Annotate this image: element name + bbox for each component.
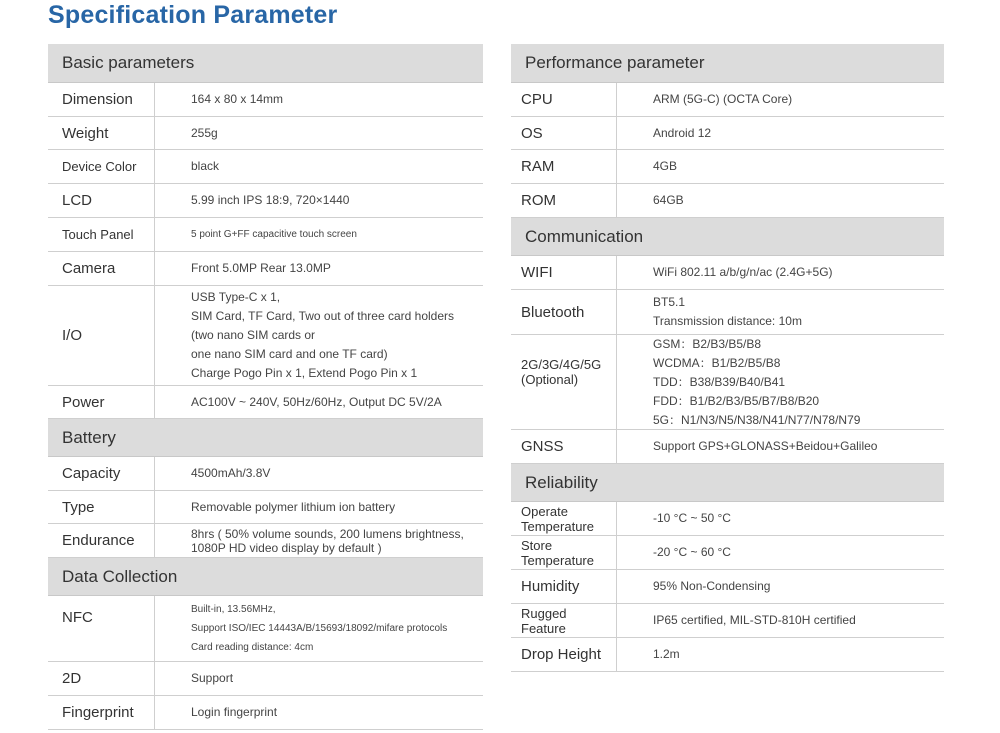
row-label: GNSS: [511, 430, 617, 463]
value-line: 5G：N1/N3/N5/N38/N41/N77/N78/N79: [653, 412, 861, 427]
row-label: Endurance: [48, 524, 155, 557]
value-line: Support ISO/IEC 14443A/B/15693/18092/mifare protocols: [191, 623, 448, 634]
row-value: 64GB: [653, 193, 684, 207]
value-line: Built-in, 13.56MHz,: [191, 604, 276, 615]
left-spec-table: [48, 44, 483, 730]
section-header-basic: Basic parameters: [48, 44, 483, 83]
row-value: [617, 290, 944, 334]
row-label: I/O: [48, 286, 155, 385]
row-cpu: [511, 83, 944, 117]
row-power: [48, 386, 483, 419]
value-line: Charge Pogo Pin x 1, Extend Pogo Pin x 1: [191, 366, 418, 380]
row-value: Front 5.0MP Rear 13.0MP: [191, 261, 331, 275]
row-value: 1.2m: [653, 647, 680, 661]
label-line: Operate: [521, 503, 568, 519]
row-label: Weight: [48, 117, 155, 149]
section-header-reliability: Reliability: [511, 464, 944, 502]
row-2d: [48, 662, 483, 696]
row-value: [617, 335, 944, 429]
row-label: Drop Height: [511, 638, 617, 671]
row-endurance: [48, 524, 483, 558]
row-label: WIFI: [511, 256, 617, 289]
row-lcd: [48, 184, 483, 218]
row-nfc: [48, 596, 483, 662]
value-line: (two nano SIM cards or: [191, 328, 316, 342]
section-header-data-collection: Data Collection: [48, 558, 483, 596]
value-line: FDD：B1/B2/B3/B5/B7/B8/B20: [653, 393, 820, 408]
label-line: Temperature: [521, 518, 594, 534]
row-network: [511, 335, 944, 430]
row-touch-panel: [48, 218, 483, 252]
row-ram: [511, 150, 944, 184]
row-type: [48, 491, 483, 524]
label-line: Store: [521, 537, 553, 553]
row-bluetooth: [511, 290, 944, 335]
row-label: Touch Panel: [48, 218, 155, 251]
row-label: CPU: [511, 83, 617, 116]
row-value: -10 °C ~ 50 °C: [653, 511, 731, 525]
row-value: 255g: [191, 125, 218, 140]
row-value: WiFi 802.11 a/b/g/n/ac (2.4G+5G): [653, 265, 833, 279]
row-label: [511, 536, 617, 569]
row-fingerprint: [48, 696, 483, 730]
value-line: TDD：B38/B39/B40/B41: [653, 374, 786, 389]
row-drop-height: [511, 638, 944, 672]
row-wifi: [511, 256, 944, 290]
row-label: Humidity: [511, 570, 617, 603]
row-dimension: [48, 83, 483, 117]
value-line: GSM：B2/B3/B5/B8: [653, 336, 762, 351]
row-value: [155, 524, 483, 557]
row-label: RAM: [511, 150, 617, 183]
row-value: 164 x 80 x 14mm: [191, 92, 284, 106]
label-line: Feature: [521, 620, 566, 636]
row-label: Device Color: [48, 150, 155, 183]
row-capacity: [48, 457, 483, 491]
row-value: Android 12: [653, 125, 712, 140]
value-line: Transmission distance: 10m: [653, 314, 802, 328]
value-line: SIM Card, TF Card, Two out of three card holders: [191, 309, 455, 323]
row-label: Fingerprint: [48, 696, 155, 729]
row-value: [155, 596, 483, 661]
row-value: 95% Non-Condensing: [653, 579, 771, 593]
row-label: Capacity: [48, 457, 155, 490]
label-line: Temperature: [521, 552, 594, 568]
row-label: 2D: [48, 662, 155, 695]
row-device-color: [48, 150, 483, 184]
row-value: Removable polymer lithium ion battery: [191, 499, 396, 514]
value-line: Card reading distance: 4cm: [191, 642, 314, 653]
row-label: Power: [48, 386, 155, 418]
row-weight: [48, 117, 483, 150]
row-value: Login fingerprint: [191, 705, 278, 719]
value-line: 8hrs ( 50% volume sounds, 200 lumens brightness,: [191, 526, 464, 541]
right-spec-table: [511, 44, 944, 672]
row-value: [155, 286, 483, 385]
row-label: Dimension: [48, 83, 155, 116]
section-header-communication: Communication: [511, 218, 944, 256]
row-label: Bluetooth: [511, 290, 617, 334]
value-line: USB Type-C x 1,: [191, 290, 281, 304]
row-value: Support: [191, 671, 234, 685]
row-label: LCD: [48, 184, 155, 217]
row-label: ROM: [511, 184, 617, 217]
value-line: BT5.1: [653, 295, 686, 309]
row-label: OS: [511, 117, 617, 149]
row-label: Type: [48, 491, 155, 523]
row-gnss: [511, 430, 944, 464]
row-label: [511, 604, 617, 637]
row-camera: [48, 252, 483, 286]
row-value: IP65 certified, MIL-STD-810H certified: [653, 613, 856, 627]
label-line: (Optional): [521, 372, 579, 387]
row-label: [511, 335, 617, 429]
row-io: [48, 286, 483, 386]
section-header-battery: Battery: [48, 419, 483, 457]
section-header-performance: Performance parameter: [511, 44, 944, 83]
page-title: Specification Parameter: [48, 1, 338, 29]
row-rom: [511, 184, 944, 218]
row-value: 4GB: [653, 159, 678, 173]
label-line: 2G/3G/4G/5G: [521, 357, 602, 372]
row-rugged-feature: [511, 604, 944, 638]
row-value: Support GPS+GLONASS+Beidou+Galileo: [653, 439, 878, 453]
row-operate-temperature: [511, 502, 944, 536]
row-value: -20 °C ~ 60 °C: [653, 545, 731, 559]
row-os: [511, 117, 944, 150]
value-line: WCDMA：B1/B2/B5/B8: [653, 355, 781, 370]
value-line: 1080P HD video display by default ): [191, 540, 382, 555]
row-value: ARM (5G-C) (OCTA Core): [653, 92, 793, 106]
row-humidity: [511, 570, 944, 604]
row-value: 5.99 inch IPS 18:9, 720×1440: [191, 193, 350, 207]
row-value: 5 point G+FF capacitive touch screen: [191, 229, 357, 240]
row-label: Camera: [48, 252, 155, 285]
row-label: NFC: [48, 596, 155, 661]
label-line: Rugged: [521, 605, 567, 621]
row-value: 4500mAh/3.8V: [191, 466, 271, 480]
row-value: black: [191, 159, 220, 173]
row-value: AC100V ~ 240V, 50Hz/60Hz, Output DC 5V/2A: [191, 394, 442, 409]
row-label: [511, 502, 617, 535]
row-store-temperature: [511, 536, 944, 570]
value-line: one nano SIM card and one TF card): [191, 347, 388, 361]
